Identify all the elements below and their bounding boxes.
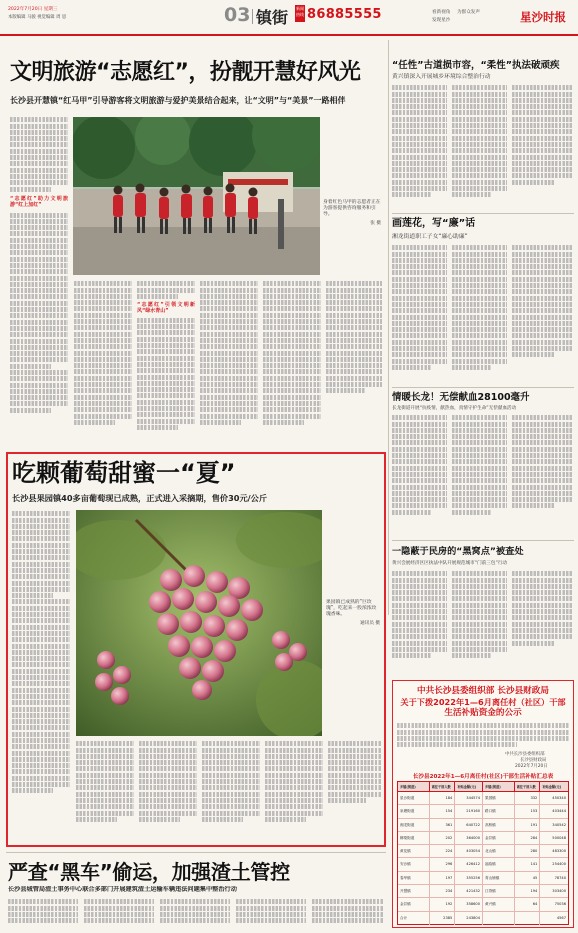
table-cell: 合计 [398,912,430,925]
table-cell: 金井镇 [483,832,515,844]
table-cell: 154 [430,805,456,817]
article-1-col-4 [200,280,258,445]
sidebar-4-col-1 [392,570,447,670]
article-1-col-5 [263,280,321,445]
table-cell: 403444 [552,809,566,814]
article-2-col-3 [139,740,197,840]
grape-caption-box [326,600,380,680]
table-cell: 75036 [554,902,566,907]
table-row [398,872,568,885]
table-header-cell: 乡镇(街道) [483,782,515,791]
article-2-col-1 [12,510,70,840]
table-cell: 江背镇 [483,885,515,897]
sidebar-3-title: 情暖长龙！无偿献血28100毫升 [392,392,530,403]
table-row [398,819,568,832]
section-name: 镇街 [256,8,289,27]
table-row [398,832,568,845]
table-cell: 福临镇 [483,858,515,870]
sidebar-1-col-3 [512,84,572,209]
sidebar-3-subtitle: 长龙街道开展“抗疫情，献热血，真情守护生命”无偿献血活动 [392,406,517,411]
article-3-col-1 [8,898,78,930]
article-vertical-rule [388,40,389,615]
table-header-cell: 离任干部人数 [430,782,456,791]
notice-sign-date: 2022年7月20日 [515,764,548,769]
table-cell: 榔梨街道 [398,832,430,844]
table-cell: 78740 [554,875,566,880]
table-row [398,912,568,925]
slogan-1: 看新视角 [432,10,451,15]
table-cell: 234 [430,885,456,897]
volunteer-photo-illustration [73,117,320,275]
notice-table [397,781,569,925]
sidebar-1-subtitle: 黄兴镇深入开展城乡环境综合整治行动 [392,74,491,80]
article-1-photo-caption: 身着红色马甲的志愿者正在为游客提供咨询服务和引导。 [323,200,381,218]
notice-title-3: 生活补贴资金的公示 [444,708,522,718]
sidebar-rule-2 [392,387,574,388]
photo-caption-box [323,200,381,260]
table-cell: 泉塘街道 [398,805,430,817]
table-cell: 开慧镇 [398,885,430,897]
article-3-title: 严查“黑车”偷运，加强渣土管控 [8,860,290,884]
table-cell: 364000 [455,832,483,844]
notice-table-header [398,782,568,792]
article-1-col-3 [137,280,195,445]
table-cell: 安沙镇 [398,858,430,870]
table-cell: 355256 [455,872,483,884]
table-header-cell: 离任干部人数 [515,782,541,791]
edition-number: 03 [224,4,251,26]
table-cell: 358600 [455,898,483,910]
table-cell: 483300 [552,849,566,854]
table-cell: 296 [430,858,456,870]
table-header-cell: 补贴金额(元) [455,782,483,791]
table-cell: 202 [430,832,456,844]
table-cell: 344574 [455,792,483,804]
article-3-col-2 [84,898,154,930]
table-cell: 路口镇 [483,805,515,817]
notice-table-body [398,792,568,925]
table-cell: 64 [515,898,541,910]
sidebar-4-col-2 [452,570,507,670]
table-cell: 191 [515,819,541,831]
table-cell: 4567 [556,915,566,920]
article-2-col-6 [328,740,382,840]
table-cell: 果园镇 [483,792,515,804]
table-cell: 219160 [455,805,483,817]
article-1-photo-credit: 张 摄 [370,220,381,226]
table-cell: 426412 [455,858,483,870]
hotline-icon: 新闻热线 [295,5,305,22]
sidebar-rule-1 [392,213,574,214]
table-cell: 194 [515,885,541,897]
table-cell: 450340 [552,796,566,800]
table-cell: 254400 [552,862,566,867]
sidebar-1-col-1 [392,84,447,209]
sidebar-2-col-1 [392,244,447,384]
sidebar-4-subtitle: 黄兴会展经济区区执法中队开展规范城市“门前三包”行动 [392,561,508,566]
notice-table-title: 长沙县2022年1—6月离任村(社区)干部生活补贴汇总表 [412,774,554,780]
table-cell: 青山铺镇 [483,872,515,884]
sidebar-rule-3 [392,540,574,541]
article-2-title: 吃颗葡萄甜蜜一“夏” [12,459,236,487]
table-cell: 184 [430,792,456,804]
article-2-photo-credit: 通讯员 摄 [360,620,380,626]
table-cell: 224 [430,845,456,857]
article-1-subtitle: 长沙县开慧镇“红马甲”引导游客将文明旅游与爱护美景结合起来，让“文明”与“美景”一路相伴 [10,96,346,105]
grape-photo-illustration [76,510,322,736]
table-cell: 280 [515,845,541,857]
table-cell: 2385 [430,912,456,925]
table-cell: 星沙街道 [398,792,430,804]
table-cell: 153 [515,805,541,817]
volunteer-photo [73,117,320,275]
table-row [398,885,568,898]
sidebar-1-title: “任性”古道损市容，“柔性”执法破顽疾 [392,60,560,71]
grape-photo [76,510,322,736]
notice-signature-1: 中共长沙县委组织部 [505,752,545,757]
article-1-col-1 [10,116,68,446]
sidebar-3-col-2 [452,414,507,529]
table-row [398,858,568,871]
table-row [398,898,568,911]
sidebar-4-col-3 [512,570,572,670]
date-line: 2022年7月20日 星期三 [8,7,58,12]
article-1-title: 文明旅游“志愿红”，扮靓开慧好风光 [10,60,361,85]
editor-line: 本版编辑 马骏 视觉编辑 周 思 [8,15,67,20]
table-cell: 303400 [552,889,566,894]
table-cell: 640722 [455,819,483,831]
notice-signature-2: 长沙县财政局 [520,758,547,763]
table-cell: 高桥镇 [483,819,515,831]
table-row [398,845,568,858]
paper-logo: 星沙时报 [520,10,566,24]
table-cell: 湘龙街道 [398,819,430,831]
slogan-3: 发现星沙 [432,18,451,23]
table-cell: 金井镇 [398,898,430,910]
table-cell: 403054 [455,845,483,857]
section-divider [252,9,253,24]
table-cell: 243804 [455,912,483,925]
notice-body [397,722,569,752]
sidebar-1-col-2 [452,84,507,209]
table-header-cell: 补贴金额(元) [542,785,562,789]
table-cell: 340542 [552,822,566,827]
table-cell: 春华镇 [398,872,430,884]
table-cell [515,912,541,925]
article-2-photo-caption: 果园镇已成熟的“巨玫瑰”，吃起来一股浓浓玫瑰香味。 [326,600,377,618]
article-1-col-6 [326,280,382,445]
table-cell: 284 [515,832,541,844]
sidebar-2-subtitle: 湘龙街道职工子女“廉心助廉” [392,234,468,240]
sidebar-3-col-3 [512,414,572,529]
table-cell: 361 [430,819,456,831]
article-2-subtitle: 长沙县果园镇40多亩葡萄现已成熟，正式进入采摘期，售价30元/公斤 [12,493,268,503]
table-row [398,792,568,805]
article-1-col-2 [74,280,132,445]
table-cell: 197 [430,872,456,884]
table-cell: 黄花镇 [398,845,430,857]
article-2-col-5 [265,740,323,840]
table-cell: 黄兴镇 [483,898,515,910]
article-3-col-3 [160,898,230,930]
table-cell: 45 [515,872,541,884]
table-cell: 421432 [455,885,483,897]
table-header-cell: 乡镇(街道) [398,782,430,791]
sidebar-2-col-2 [452,244,507,384]
article-3-rule [6,852,386,853]
article-1-subhead-2: “志愿红”引领文明新风“绿水青山” [137,301,195,315]
notice-title-2: 关于下拨2022年1—6月离任村（社区）干部 [400,697,566,707]
table-cell [483,912,515,925]
sidebar-2-col-3 [512,244,572,384]
table-row [398,805,568,818]
table-cell: 332 [515,792,541,804]
article-3-subtitle: 长沙县城管局渣土事务中心联合多部门开展建筑渣土运输车辆违法问题集中整治行动 [8,886,237,893]
sidebar-2-title: 画莲花，写“廉”话 [392,218,476,229]
sidebar-4-title: 一隐蔽于民房的“黑窝点”被查处 [392,546,524,557]
article-3-col-5 [312,898,384,930]
slogan-2: 为群众发声 [457,10,480,15]
notice-title-1: 中共长沙县委组织部 长沙县财政局 [417,686,549,696]
table-cell: 北山镇 [483,845,515,857]
article-3-col-4 [236,898,306,930]
article-2-col-4 [202,740,260,840]
table-cell: 500048 [552,835,566,840]
hotline-number: 86885555 [307,7,382,22]
masthead [0,0,578,36]
article-1-subhead-1: “志愿红”助力文明旅游“红上加红” [10,195,68,209]
table-cell: 141 [515,858,541,870]
sidebar-3-col-1 [392,414,447,529]
article-2-col-2 [76,740,134,840]
table-cell: 192 [430,898,456,910]
